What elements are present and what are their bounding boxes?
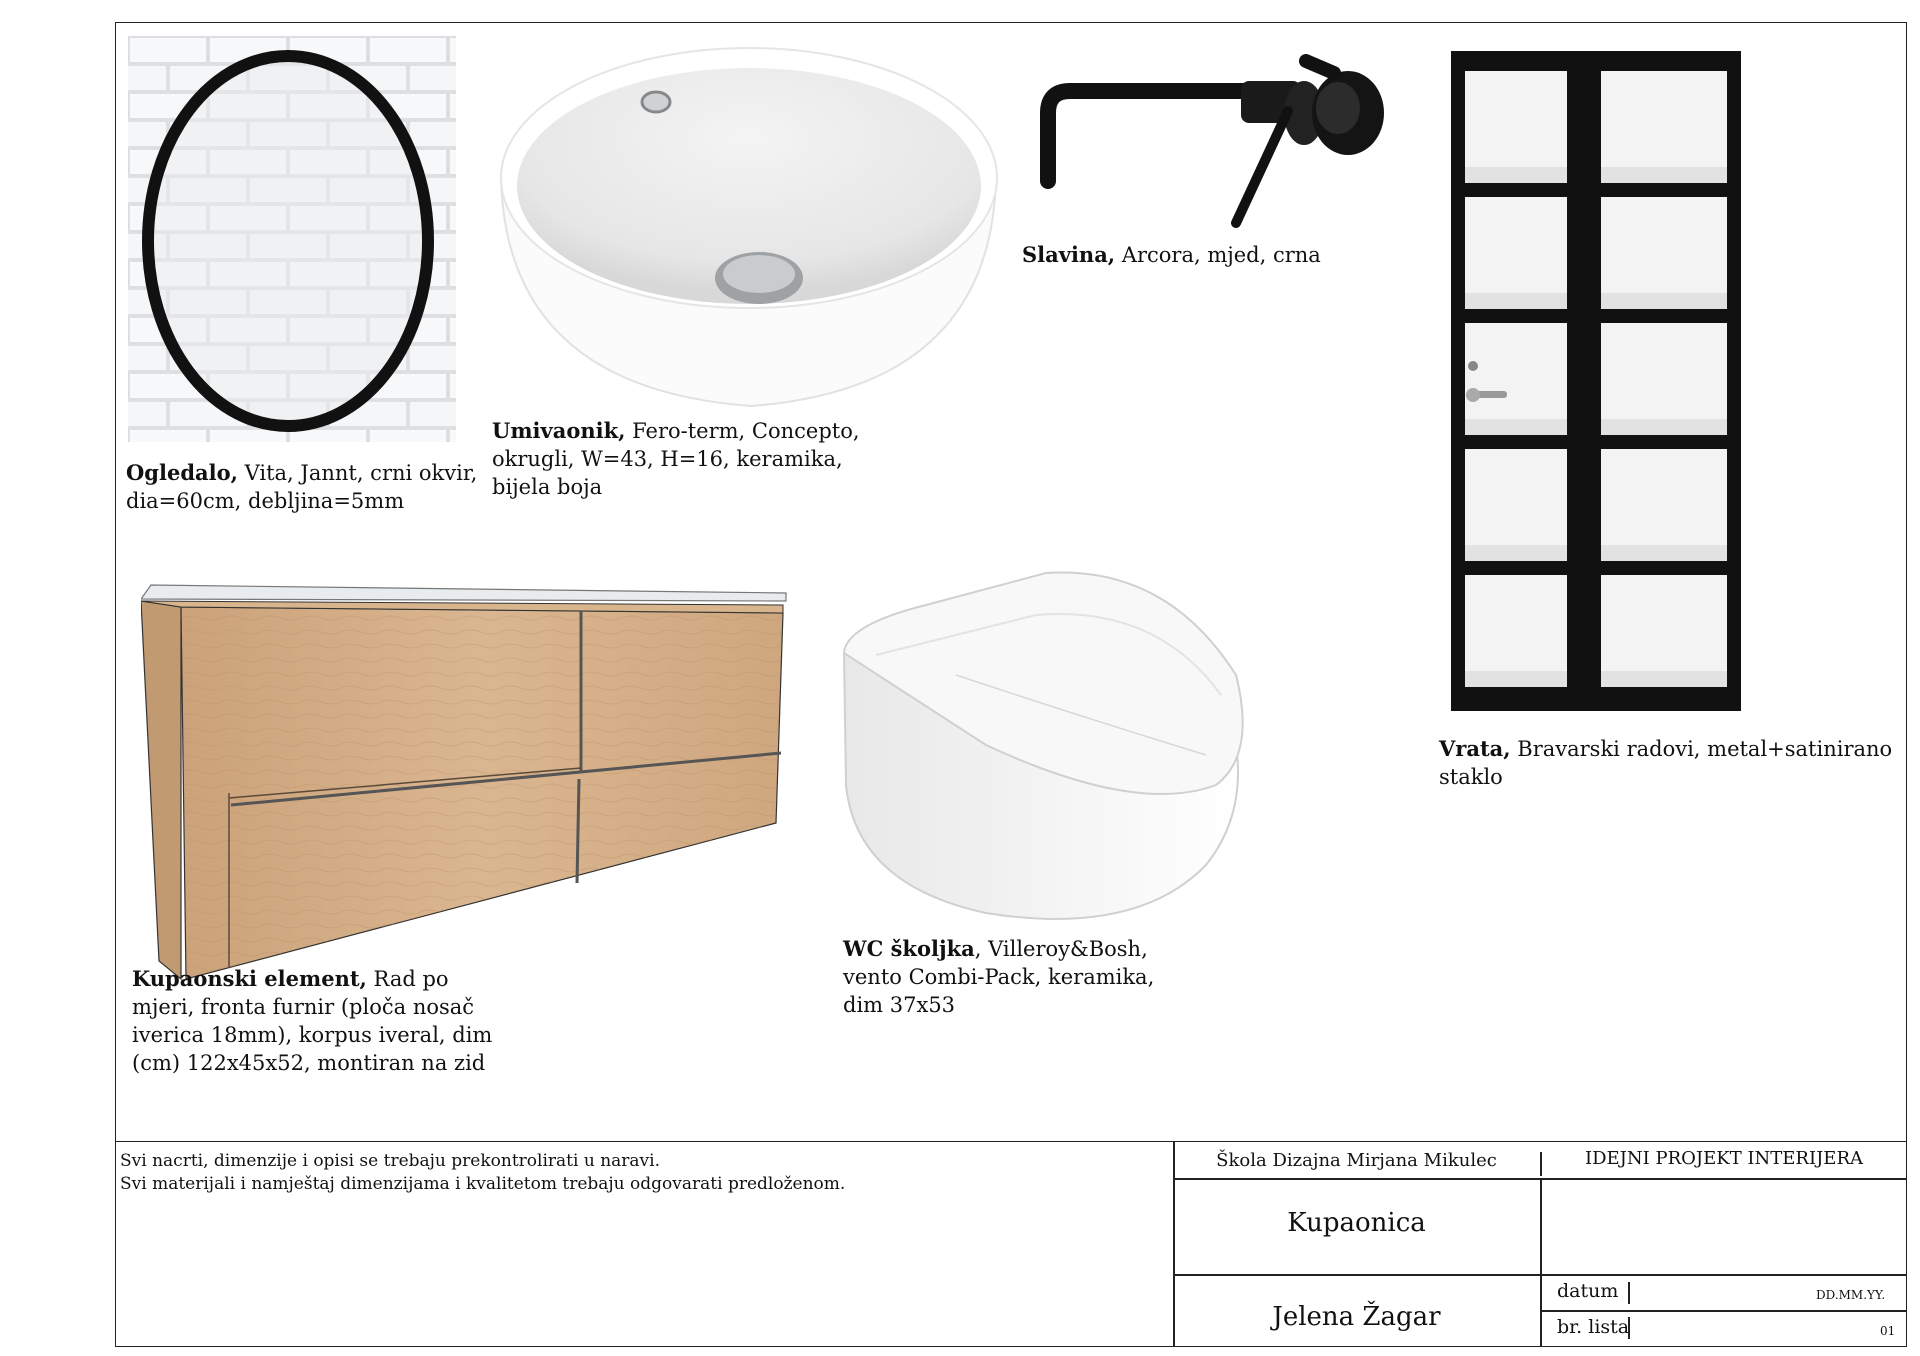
- toilet-caption: WC školjka, Villeroy&Bosh, vento Combi-Pack, keramika, dim 37x53: [843, 936, 1155, 1017]
- toilet-image: [836, 565, 1256, 945]
- school-name: Škola Dizajna Mirjana Mikulec: [1216, 1150, 1497, 1171]
- note-line-2: Svi materijali i namještaj dimenzijama i kvalitetom trebaju odgovarati predloženom.: [120, 1174, 846, 1194]
- project-type: IDEJNI PROJEKT INTERIJERA: [1584, 1148, 1863, 1169]
- date-label: datum: [1557, 1280, 1619, 1302]
- sheet-number: 01: [1880, 1324, 1896, 1338]
- door-caption: Vrata, Bravarski radovi, metal+satinirano staklo: [1439, 736, 1893, 789]
- basin-caption: Umivaonik, Fero-term, Concepto, okrugli, W=43, H=16, keramika, bijela boja: [492, 418, 860, 499]
- note-line-1: Svi nacrti, dimenzije i opisi se trebaju prekontrolirati u naravi.: [120, 1151, 660, 1171]
- drawing-sheet: [115, 22, 1907, 1347]
- general-notes: [120, 1150, 845, 1196]
- cabinet-image: [141, 583, 801, 983]
- sheet-label: br. lista: [1557, 1316, 1630, 1338]
- room-name: Kupaonica: [1287, 1208, 1426, 1238]
- faucet-image: [1036, 53, 1396, 238]
- author-name: Jelena Žagar: [1272, 1302, 1441, 1332]
- mirror-image: [128, 36, 456, 442]
- date-value: DD.MM.YY.: [1816, 1288, 1886, 1302]
- title-block: [116, 1141, 1906, 1347]
- basin-image: [496, 38, 1001, 418]
- mirror-caption: Ogledalo, Vita, Jannt, crni okvir, dia=60cm, debljina=5mm: [126, 460, 478, 513]
- door-image: [1451, 51, 1741, 711]
- faucet-caption: Slavina, Arcora, mjed, crna: [1022, 242, 1321, 267]
- cabinet-caption: Kupaonski element, Rad po mjeri, fronta furnir (ploča nosač iverica 18mm), korpus iveral, dim (cm) 122x45x52, montiran na zid: [132, 966, 493, 1075]
